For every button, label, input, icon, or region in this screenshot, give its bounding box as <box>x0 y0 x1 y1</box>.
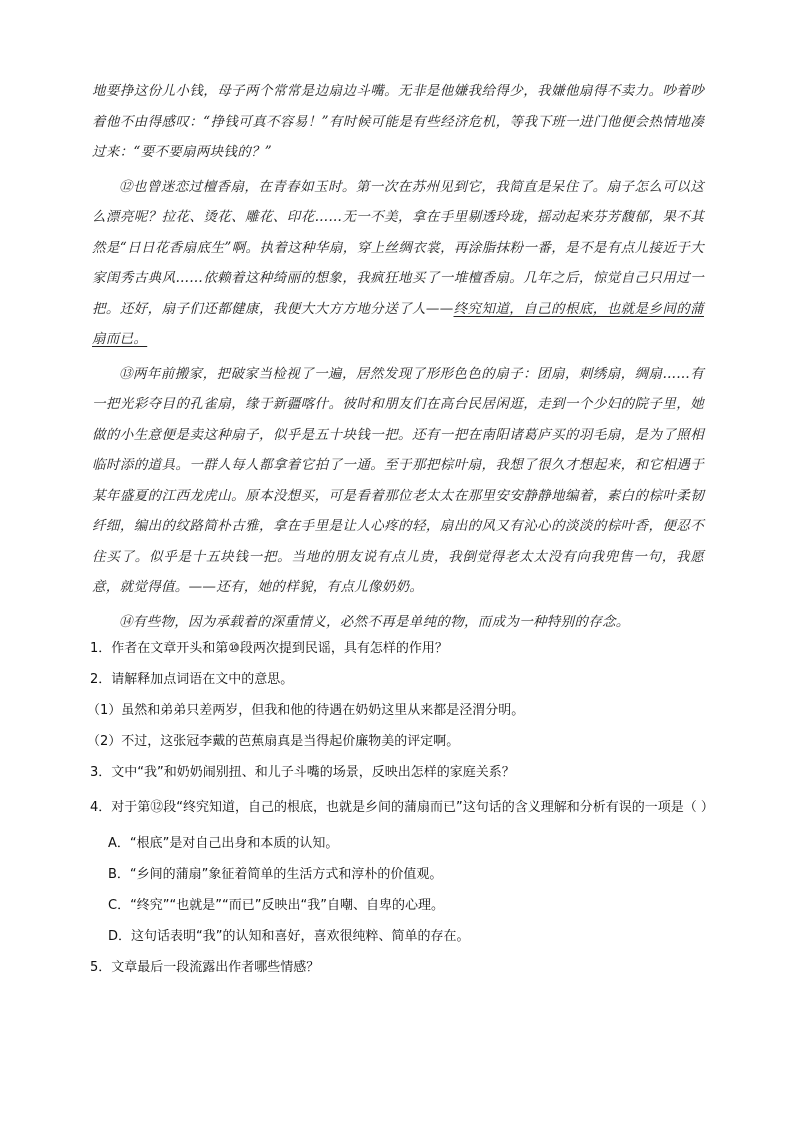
essay-paragraph-14: ⑭有些物，因为承载着的深重情义，必然不再是单纯的物，而成为一种特别的存念。 <box>119 613 630 630</box>
question-4-option-d: D．这句话表明“我”的认知和喜好，喜欢很纯粹、简单的存在。 <box>108 929 470 944</box>
question-4-option-b: B．“乡间的蒲扇”象征着简单的生活方式和淳朴的价值观。 <box>108 867 443 882</box>
question-2: 2．请解释加点词语在文中的意思。 <box>90 672 294 687</box>
question-2-item-2: （2）不过，这张冠李戴的芭蕉扇真是当得起价廉物美的评定啊。 <box>87 734 460 749</box>
question-4: 4．对于第⑫段“终究知道，自己的根底，也就是乡间的蒲扇而已”这句话的含义理解和分析有误的一项是（ ） <box>90 800 714 815</box>
question-5: 5．文章最后一段流露出作者哪些情感？ <box>90 960 320 975</box>
question-2-item-1: （1）虽然和弟弟只差两岁，但我和他的待遇在奶奶这里从来都是泾渭分明。 <box>87 703 525 718</box>
essay-passage <box>92 76 704 637</box>
question-4-option-c: C．“终究”“也就是”“而已”反映出“我”自嘲、自卑的心理。 <box>108 898 444 913</box>
essay-paragraph-12 <box>92 172 704 355</box>
question-3: 3．文中“我”和奶奶闹别扭、和儿子斗嘴的场景，反映出怎样的家庭关系？ <box>90 765 515 780</box>
essay-paragraph-11-end: 地要挣这份儿小钱，母子两个常常是边扇边斗嘴。无非是他嫌我给得少，我嫌他扇得不卖力。吵着吵着他不由得感叹：“挣钱可真不容易！”有时候可能是有些经济危机，等我下班一进门他便会热情地凑过来：“要不要扇两块钱的？” <box>92 83 704 160</box>
question-list <box>87 638 714 988</box>
paragraph-12-text: ⑫也曾迷恋过檀香扇，在青春如玉时。第一次在苏州见到它，我简直是呆住了。扇子怎么可以这么漂亮呢？拉花、烫花、雕花、印花……无一不美，拿在手里剔透玲珑，摇动起来芬芳馥郁，果不其然是“日日花香扇底生”啊。执着这种华扇，穿上丝绸衣裳，再涂脂抹粉一番，是不是有点儿接近于大家闺秀古典风……依赖着这种绮丽的想象，我疯狂地买了一堆檀香扇。几年之后，惊觉自己只用过一把。还好，扇子们还都健康，我便大大方方地分送了人—— <box>92 178 704 317</box>
underlined-sentence: 终究知道，自己的根底，也就是乡间的蒲扇而已。 <box>92 300 704 347</box>
essay-paragraph-13: ⑬两年前搬家，把破家当检视了一遍，居然发现了形形色色的扇子：团扇，刺绣扇，绸扇……有一把光彩夺目的孔雀扇，缘于新疆喀什。彼时和朋友们在高台民居闲逛，走到一个少妇的院子里，她做的小生意便是卖这种扇子，似乎是五十块钱一把。还有一把在南阳诸葛庐买的羽毛扇，是为了照相临时添的道具。一群人每人都拿着它拍了一通。至于那把棕叶扇，我想了很久才想起来，和它相遇于某年盛夏的江西龙虎山。原本没想买，可是看着那位老太太在那里安安静静地编着，素白的棕叶柔韧纤细，编出的纹路简朴古雅，拿在手里是让人心疼的轻，扇出的风又有沁心的淡淡的棕叶香，便忍不住买了。似乎是十五块钱一把。当地的朋友说有点儿贵，我倒觉得老太太没有向我兜售一句，我愿意，就觉得值。——还有，她的样貌，有点儿像奶奶。 <box>92 365 704 595</box>
question-4-option-a: A．“根底”是对自己出身和本质的认知。 <box>108 836 339 851</box>
question-1: 1．作者在文章开头和第⑩段两次提到民谣，具有怎样的作用？ <box>90 641 448 656</box>
